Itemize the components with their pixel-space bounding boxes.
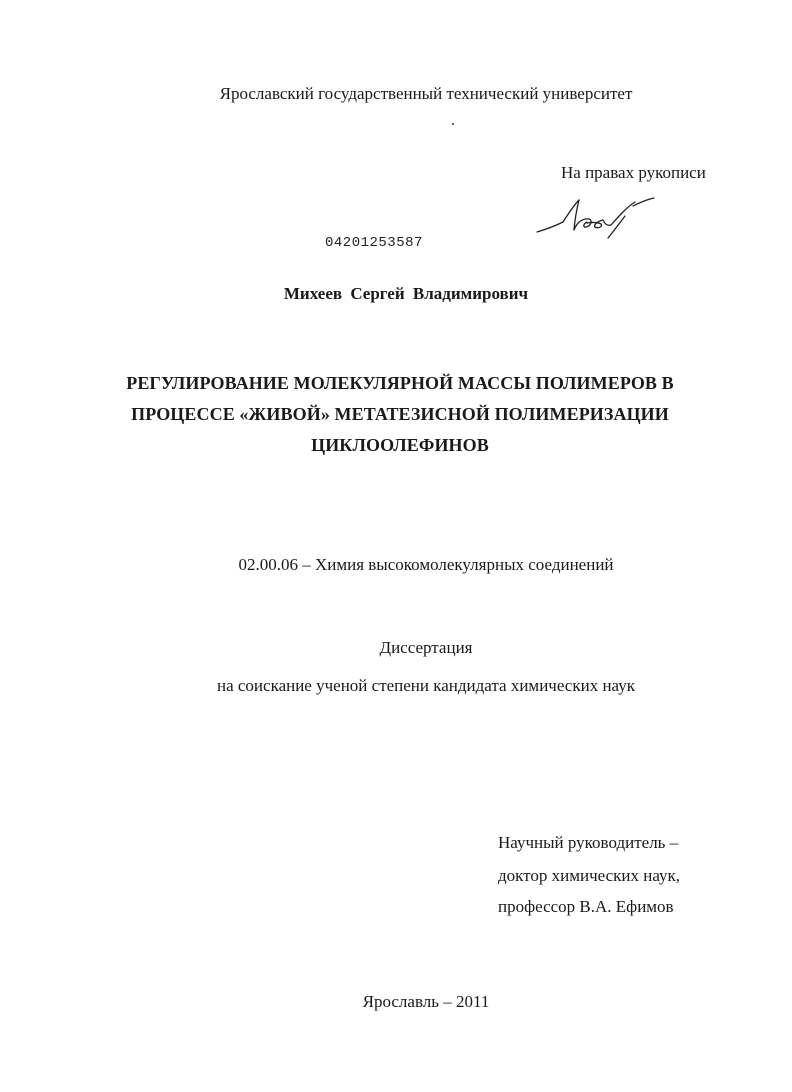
specialty-code: 02.00.06 – Химия высокомолекулярных соединений [238,555,614,574]
scan-speck [452,123,454,125]
supervisor-line: профессор В.А. Ефимов [498,897,674,916]
city-and-year: Ярославль – 2011 [362,992,490,1011]
dissertation-title-line: РЕГУЛИРОВАНИЕ МОЛЕКУЛЯРНОЙ МАССЫ ПОЛИМЕРОВ В [126,373,674,393]
degree-sought: на соискание ученой степени кандидата химических наук [216,676,635,695]
university-name: Ярославский государственный технический университет [219,84,633,103]
supervisor-line: Научный руководитель – [498,833,679,852]
handwritten-signature [533,192,657,242]
author-name: Михеев Сергей Владимирович [283,284,529,303]
document-type: Диссертация [379,638,473,657]
supervisor-line: доктор химических наук, [498,866,681,885]
dissertation-title-line: ПРОЦЕССЕ «ЖИВОЙ» МЕТАТЕЗИСНОЙ ПОЛИМЕРИЗАЦИИ [131,404,669,424]
archive-number: 04201253587 [325,235,423,251]
dissertation-title-line: ЦИКЛООЛЕФИНОВ [311,435,489,455]
rights-reserved-note: На правах рукописи [561,163,706,182]
